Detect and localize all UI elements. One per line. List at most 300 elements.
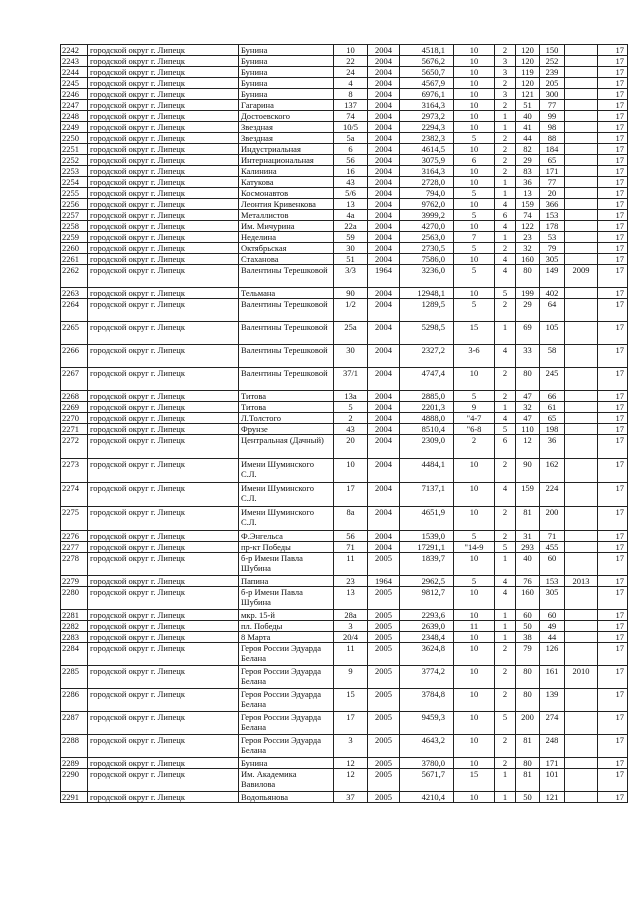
area-cell: 3624,8 [400,643,454,666]
residents-cell: 161 [540,666,565,689]
house-number-cell: 11 [334,553,368,576]
municipality-cell: городской округ г. Липецк [88,166,239,177]
area-cell: 3780,0 [400,758,454,769]
street-cell: Бунина [239,89,334,100]
area-cell: 2348,4 [400,632,454,643]
residents-cell: 105 [540,322,565,345]
entrances-cell: 6 [495,435,516,459]
floors-cell: 10 [454,67,495,78]
house-number-cell: 8а [334,507,368,531]
year-cell: 2004 [368,111,400,122]
house-number-cell: 4 [334,78,368,89]
entrances-cell: 1 [495,792,516,803]
floors-cell: 5 [454,299,495,322]
renovation-year-cell [565,643,598,666]
floors-cell: 5 [454,531,495,542]
row-number-cell: 2279 [61,576,88,587]
row-number-cell: 2251 [61,144,88,155]
table-row [61,391,628,402]
row-number-cell: 2273 [61,459,88,483]
area-cell: 7137,1 [400,483,454,507]
area-cell: 4567,9 [400,78,454,89]
area-cell: 4651,9 [400,507,454,531]
year-cell: 2004 [368,56,400,67]
index-cell: 17 [598,587,628,610]
renovation-year-cell [565,435,598,459]
entrances-cell: 2 [495,689,516,712]
apartments-cell: 122 [516,221,540,232]
index-cell: 17 [598,166,628,177]
renovation-year-cell [565,210,598,221]
apartments-cell: 80 [516,368,540,391]
residents-cell: 121 [540,792,565,803]
residents-cell: 248 [540,735,565,758]
table-row [61,89,628,100]
floors-cell: 15 [454,322,495,345]
house-number-cell: 37/1 [334,368,368,391]
residents-cell: 126 [540,643,565,666]
area-cell: 2973,2 [400,111,454,122]
municipality-cell: городской округ г. Липецк [88,133,239,144]
renovation-year-cell [565,232,598,243]
index-cell: 17 [598,368,628,391]
table-row [61,345,628,368]
entrances-cell: 2 [495,299,516,322]
street-cell: Героя России Эдуарда Белана [239,735,334,758]
renovation-year-cell [565,188,598,199]
area-cell: 6976,1 [400,89,454,100]
index-cell: 17 [598,610,628,621]
residents-cell: 20 [540,188,565,199]
entrances-cell: 2 [495,391,516,402]
area-cell: 2730,5 [400,243,454,254]
area-cell: 2885,0 [400,391,454,402]
area-cell: 4614,5 [400,144,454,155]
residents-cell: 60 [540,553,565,576]
renovation-year-cell [565,299,598,322]
street-cell: Катукова [239,177,334,188]
floors-cell: 10 [454,792,495,803]
entrances-cell: 1 [495,769,516,792]
year-cell: 2004 [368,144,400,155]
entrances-cell: 1 [495,232,516,243]
floors-cell: 10 [454,483,495,507]
house-number-cell: 11 [334,643,368,666]
municipality-cell: городской округ г. Липецк [88,576,239,587]
entrances-cell: 2 [495,666,516,689]
entrances-cell: 2 [495,368,516,391]
municipality-cell: городской округ г. Липецк [88,78,239,89]
table-row [61,322,628,345]
year-cell: 2004 [368,232,400,243]
renovation-year-cell [565,507,598,531]
renovation-year-cell [565,531,598,542]
residents-cell: 79 [540,243,565,254]
residents-cell: 49 [540,621,565,632]
residents-cell: 205 [540,78,565,89]
area-cell: 3774,2 [400,666,454,689]
row-number-cell: 2253 [61,166,88,177]
index-cell: 17 [598,78,628,89]
house-number-cell: 10 [334,45,368,56]
street-cell: Героя России Эдуарда Белана [239,689,334,712]
table-row [61,299,628,322]
year-cell: 2004 [368,322,400,345]
street-cell: Л.Толстого [239,413,334,424]
floors-cell: 5 [454,576,495,587]
floors-cell: 10 [454,507,495,531]
table-row [61,769,628,792]
residents-cell: 184 [540,144,565,155]
entrances-cell: 2 [495,243,516,254]
row-number-cell: 2274 [61,483,88,507]
index-cell: 17 [598,402,628,413]
floors-cell: 10 [454,712,495,735]
area-cell: 2639,0 [400,621,454,632]
year-cell: 2005 [368,621,400,632]
area-cell: 5671,7 [400,769,454,792]
house-number-cell: 13 [334,199,368,210]
residents-cell: 53 [540,232,565,243]
apartments-cell: 60 [516,610,540,621]
municipality-cell: городской округ г. Липецк [88,177,239,188]
house-number-cell: 5 [334,402,368,413]
residents-cell: 44 [540,632,565,643]
year-cell: 2004 [368,89,400,100]
index-cell: 17 [598,288,628,299]
index-cell: 17 [598,424,628,435]
municipality-cell: городской округ г. Липецк [88,758,239,769]
index-cell: 17 [598,188,628,199]
area-cell: 7586,0 [400,254,454,265]
area-cell: 2728,0 [400,177,454,188]
table-row [61,221,628,232]
index-cell: 17 [598,122,628,133]
table-row [61,576,628,587]
residents-cell: 64 [540,299,565,322]
street-cell: Тельмана [239,288,334,299]
year-cell: 2005 [368,735,400,758]
floors-cell: 5 [454,133,495,144]
index-cell: 17 [598,391,628,402]
index-cell: 17 [598,111,628,122]
apartments-cell: 33 [516,345,540,368]
entrances-cell: 4 [495,587,516,610]
apartments-cell: 80 [516,666,540,689]
area-cell: 2382,3 [400,133,454,144]
house-number-cell: 71 [334,542,368,553]
index-cell: 17 [598,254,628,265]
table-row [61,435,628,459]
year-cell: 2004 [368,199,400,210]
table-row [61,166,628,177]
table-row [61,621,628,632]
table-row [61,78,628,89]
house-number-cell: 15 [334,689,368,712]
index-cell: 17 [598,155,628,166]
index-cell: 17 [598,299,628,322]
table-body [61,45,628,803]
apartments-cell: 110 [516,424,540,435]
floors-cell: 10 [454,758,495,769]
row-number-cell: 2271 [61,424,88,435]
house-number-cell: 13а [334,391,368,402]
index-cell: 17 [598,56,628,67]
area-cell: 9762,0 [400,199,454,210]
table-row [61,288,628,299]
residents-cell: 171 [540,166,565,177]
renovation-year-cell [565,610,598,621]
index-cell: 17 [598,45,628,56]
residents-cell: 71 [540,531,565,542]
apartments-cell: 32 [516,243,540,254]
residents-cell: 402 [540,288,565,299]
residents-cell: 366 [540,199,565,210]
year-cell: 2004 [368,402,400,413]
floors-cell: 10 [454,56,495,67]
table-row [61,632,628,643]
index-cell: 17 [598,483,628,507]
year-cell: 1964 [368,576,400,587]
apartments-cell: 81 [516,507,540,531]
municipality-cell: городской округ г. Липецк [88,322,239,345]
apartments-cell: 50 [516,792,540,803]
municipality-cell: городской округ г. Липецк [88,632,239,643]
apartments-cell: 36 [516,177,540,188]
renovation-year-cell [565,402,598,413]
residents-cell: 252 [540,56,565,67]
street-cell: Титова [239,391,334,402]
row-number-cell: 2276 [61,531,88,542]
area-cell: 3999,2 [400,210,454,221]
renovation-year-cell [565,144,598,155]
floors-cell: "4-7 [454,413,495,424]
house-number-cell: 16 [334,166,368,177]
apartments-cell: 121 [516,89,540,100]
year-cell: 2005 [368,610,400,621]
year-cell: 2004 [368,177,400,188]
table-row [61,413,628,424]
municipality-cell: городской округ г. Липецк [88,553,239,576]
apartments-cell: 81 [516,769,540,792]
residents-cell: 178 [540,221,565,232]
street-cell: Имени Шуминского С.Л. [239,483,334,507]
apartments-cell: 44 [516,133,540,144]
renovation-year-cell [565,345,598,368]
street-cell: Валентины Терешковой [239,322,334,345]
index-cell: 17 [598,199,628,210]
apartments-cell: 47 [516,391,540,402]
year-cell: 2005 [368,643,400,666]
renovation-year-cell [565,587,598,610]
municipality-cell: городской округ г. Липецк [88,243,239,254]
floors-cell: 10 [454,587,495,610]
entrances-cell: 3 [495,89,516,100]
table-row [61,254,628,265]
area-cell: 5650,7 [400,67,454,78]
area-cell: 3236,0 [400,265,454,288]
residents-cell: 65 [540,413,565,424]
year-cell: 2004 [368,345,400,368]
house-number-cell: 3 [334,735,368,758]
floors-cell: 10 [454,78,495,89]
apartments-cell: 40 [516,111,540,122]
residents-cell: 98 [540,122,565,133]
area-cell: 4210,4 [400,792,454,803]
entrances-cell: 2 [495,78,516,89]
renovation-year-cell [565,689,598,712]
entrances-cell: 5 [495,542,516,553]
area-cell: 9812,7 [400,587,454,610]
floors-cell: 5 [454,188,495,199]
year-cell: 2004 [368,299,400,322]
street-cell: 8 Марта [239,632,334,643]
row-number-cell: 2277 [61,542,88,553]
street-cell: Бунина [239,45,334,56]
index-cell: 17 [598,531,628,542]
municipality-cell: городской округ г. Липецк [88,155,239,166]
floors-cell: 10 [454,643,495,666]
apartments-cell: 32 [516,402,540,413]
floors-cell: 9 [454,402,495,413]
municipality-cell: городской округ г. Липецк [88,531,239,542]
renovation-year-cell [565,553,598,576]
street-cell: пр-кт Победы [239,542,334,553]
index-cell: 17 [598,89,628,100]
municipality-cell: городской округ г. Липецк [88,689,239,712]
renovation-year-cell [565,199,598,210]
floors-cell: 10 [454,553,495,576]
apartments-cell: 83 [516,166,540,177]
entrances-cell: 4 [495,199,516,210]
area-cell: 17291,1 [400,542,454,553]
entrances-cell: 4 [495,413,516,424]
municipality-cell: городской округ г. Липецк [88,424,239,435]
area-cell: 4643,2 [400,735,454,758]
street-cell: Бунина [239,56,334,67]
residents-cell: 455 [540,542,565,553]
renovation-year-cell [565,243,598,254]
apartments-cell: 51 [516,100,540,111]
entrances-cell: 2 [495,45,516,56]
municipality-cell: городской округ г. Липецк [88,199,239,210]
area-cell: 2293,6 [400,610,454,621]
row-number-cell: 2246 [61,89,88,100]
residents-cell: 200 [540,507,565,531]
entrances-cell: 4 [495,576,516,587]
area-cell: 2294,3 [400,122,454,133]
renovation-year-cell: 2010 [565,666,598,689]
renovation-year-cell [565,177,598,188]
year-cell: 2004 [368,413,400,424]
entrances-cell: 5 [495,424,516,435]
year-cell: 2004 [368,45,400,56]
residents-cell: 60 [540,610,565,621]
floors-cell: 3-6 [454,345,495,368]
entrances-cell: 1 [495,632,516,643]
apartments-cell: 23 [516,232,540,243]
table-row [61,133,628,144]
residents-cell: 305 [540,254,565,265]
table-row [61,232,628,243]
index-cell: 17 [598,792,628,803]
renovation-year-cell [565,56,598,67]
table-row [61,210,628,221]
house-number-cell: 37 [334,792,368,803]
apartments-cell: 80 [516,689,540,712]
index-cell: 17 [598,758,628,769]
floors-cell: 5 [454,210,495,221]
entrances-cell: 2 [495,166,516,177]
entrances-cell: 1 [495,553,516,576]
municipality-cell: городской округ г. Липецк [88,435,239,459]
residents-cell: 274 [540,712,565,735]
index-cell: 17 [598,133,628,144]
municipality-cell: городской округ г. Липецк [88,45,239,56]
street-cell: Бунина [239,67,334,78]
renovation-year-cell [565,221,598,232]
residents-cell: 66 [540,391,565,402]
row-number-cell: 2243 [61,56,88,67]
street-cell: пл. Победы [239,621,334,632]
residents-cell: 149 [540,265,565,288]
table-row [61,758,628,769]
street-cell: Стаханова [239,254,334,265]
floors-cell: 6 [454,155,495,166]
street-cell: Героя России Эдуарда Белана [239,643,334,666]
municipality-cell: городской округ г. Липецк [88,391,239,402]
year-cell: 2004 [368,368,400,391]
house-number-cell: 43 [334,177,368,188]
apartments-cell: 80 [516,265,540,288]
entrances-cell: 2 [495,643,516,666]
area-cell: 4518,1 [400,45,454,56]
row-number-cell: 2270 [61,413,88,424]
house-number-cell: 56 [334,531,368,542]
residents-cell: 300 [540,89,565,100]
row-number-cell: 2263 [61,288,88,299]
house-number-cell: 12 [334,758,368,769]
house-number-cell: 5а [334,133,368,144]
apartments-cell: 119 [516,67,540,78]
table-row [61,368,628,391]
index-cell: 17 [598,221,628,232]
year-cell: 2005 [368,769,400,792]
house-number-cell: 22а [334,221,368,232]
house-number-cell: 4а [334,210,368,221]
municipality-cell: городской округ г. Липецк [88,288,239,299]
table-row [61,100,628,111]
year-cell: 2004 [368,531,400,542]
street-cell: Им. Мичурина [239,221,334,232]
index-cell: 17 [598,632,628,643]
renovation-year-cell [565,368,598,391]
row-number-cell: 2272 [61,435,88,459]
index-cell: 17 [598,735,628,758]
year-cell: 2004 [368,507,400,531]
renovation-year-cell: 2013 [565,576,598,587]
area-cell: 3164,3 [400,166,454,177]
row-number-cell: 2249 [61,122,88,133]
renovation-year-cell [565,413,598,424]
apartments-cell: 69 [516,322,540,345]
apartments-cell: 29 [516,155,540,166]
year-cell: 2004 [368,133,400,144]
table-row [61,155,628,166]
renovation-year-cell [565,254,598,265]
index-cell: 17 [598,232,628,243]
entrances-cell: 2 [495,507,516,531]
